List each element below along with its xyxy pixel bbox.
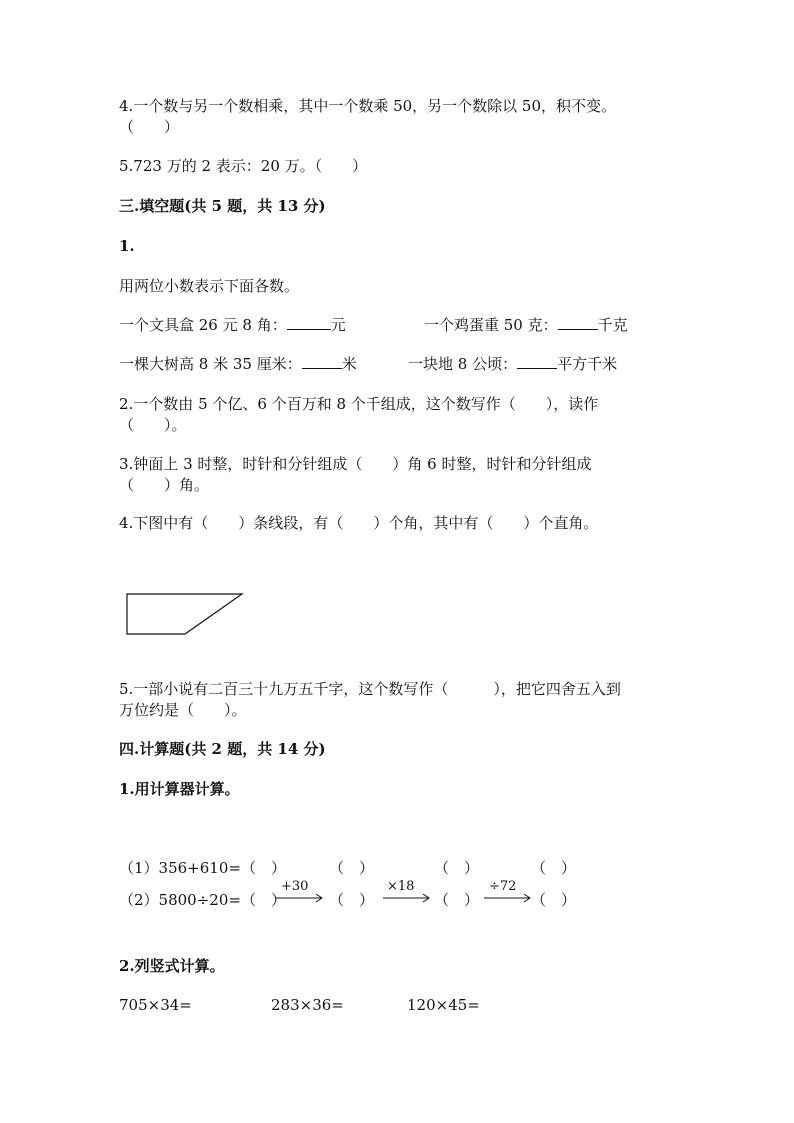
section4-heading: 四.计算题(共 2 题，共 14 分) <box>119 740 326 758</box>
fill-q2-line1: 2.一个数由 5 个亿、6 个百万和 8 个千组成，这个数写作（ ），读作 <box>119 395 599 413</box>
item-unit: 平方千米 <box>557 355 618 373</box>
answer-blank[interactable] <box>302 354 342 369</box>
calc-row2-blank[interactable]: （ ） <box>531 891 577 909</box>
item-unit: 米 <box>341 355 357 373</box>
item-prefix: 一棵大树高 8 米 35 厘米： <box>119 355 302 373</box>
calc-row1-blank[interactable]: （ ） <box>329 859 375 877</box>
judge-q5: 5.723 万的 2 表示：20 万。（ ） <box>119 157 368 175</box>
judge-q4-line1: 4.一个数与另一个数相乘，其中一个数乘 50，另一个数除以 50，积不变。 <box>119 97 617 115</box>
vertical-problem: 705×34= <box>119 996 192 1014</box>
answer-blank[interactable] <box>558 315 598 330</box>
fill-q5-line1: 5.一部小说有二百三十九万五千字，这个数写作（ ），把它四舍五入到 <box>119 680 621 698</box>
fill-q3-line2: （ ）角。 <box>119 476 210 494</box>
calc-row2-label: （2）5800÷20=（ ） <box>119 891 286 909</box>
calc-q2-title: 2.列竖式计算。 <box>119 957 225 975</box>
fill-q1-item <box>119 354 357 374</box>
fill-q1-instruction: 用两位小数表示下面各数。 <box>119 277 300 295</box>
right-arrow-icon <box>276 893 326 903</box>
vertical-problem: 283×36= <box>271 996 344 1014</box>
vertical-problem: 120×45= <box>407 996 480 1014</box>
calc-row2-blank[interactable]: （ ） <box>434 891 480 909</box>
fill-q1-number: 1. <box>119 237 135 255</box>
item-prefix: 一个文具盒 26 元 8 角： <box>119 316 287 334</box>
right-arrow-icon <box>484 893 534 903</box>
fill-q4: 4.下图中有（ ）条线段，有（ ）个角，其中有（ ）个直角。 <box>119 514 599 532</box>
item-unit: 千克 <box>597 316 628 334</box>
item-prefix: 一块地 8 公顷： <box>408 355 518 373</box>
calc-row1-blank[interactable]: （ ） <box>531 859 577 877</box>
fill-q2-line2: （ ）。 <box>119 416 187 434</box>
section3-heading: 三.填空题(共 5 题，共 13 分) <box>119 197 326 215</box>
operation-label: ÷72 <box>489 879 517 894</box>
calc-q1-title: 1.用计算器计算。 <box>119 780 240 798</box>
item-unit: 元 <box>330 316 346 334</box>
fill-q1-item <box>424 315 628 335</box>
judge-q4-line2: （ ） <box>119 118 180 136</box>
fill-q1-item <box>119 315 346 335</box>
right-arrow-icon <box>383 893 433 903</box>
calc-row1-blank[interactable]: （ ） <box>434 859 480 877</box>
calc-row2-blank[interactable]: （ ） <box>329 891 375 909</box>
fill-q5-line2: 万位约是（ ）。 <box>119 701 247 719</box>
operation-label: ×18 <box>387 879 415 894</box>
operation-label: +30 <box>281 879 309 894</box>
quadrilateral-figure <box>120 588 250 640</box>
figure-shape <box>127 594 242 634</box>
item-prefix: 一个鸡蛋重 50 克： <box>424 316 558 334</box>
fill-q1-item <box>408 354 617 374</box>
fill-q3-line1: 3.钟面上 3 时整，时针和分针组成（ ）角 6 时整，时针和分针组成 <box>119 455 592 473</box>
answer-blank[interactable] <box>517 354 557 369</box>
calc-row1-label: （1）356+610=（ ） <box>119 859 286 877</box>
answer-blank[interactable] <box>287 315 331 330</box>
